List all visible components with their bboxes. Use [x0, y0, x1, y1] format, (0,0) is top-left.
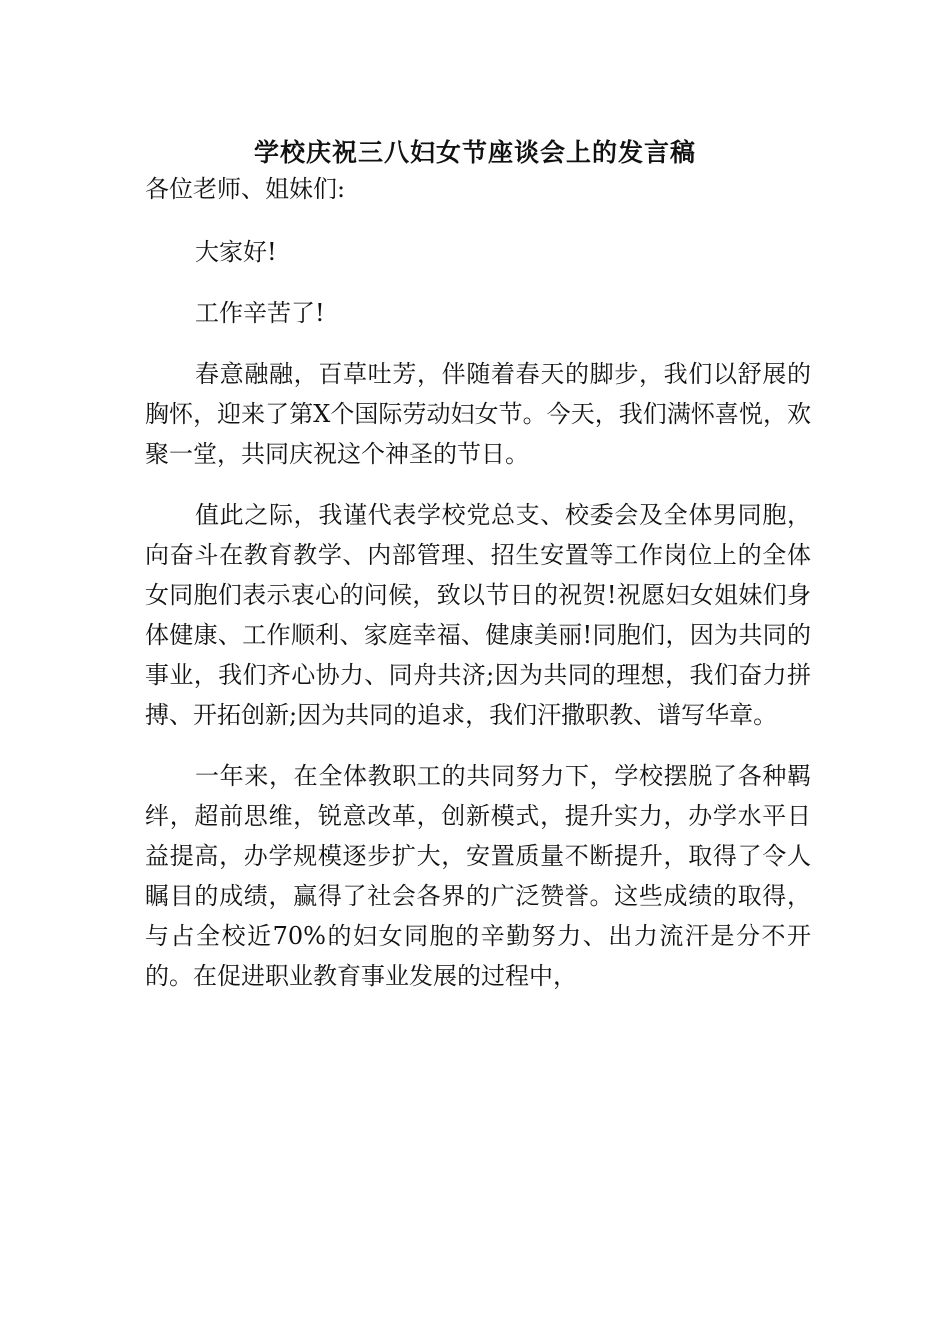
paragraph-achievements: 一年来，在全体教职工的共同努力下，学校摆脱了各种羁绊，超前思维，锐意改革，创新模式，提升实力，办学水平日益提高，办学规模逐步扩大，安置质量不断提升，取得了令人瞩目的成绩，赢得了社会各界的广泛赞誉。这些成绩的取得，与占全校近70%的妇女同胞的辛勤努力、出力流汗是分不开的。在促进职业教育事业发展的过程中，	[145, 762, 811, 990]
paragraph-thanks: 工作辛苦了!	[195, 299, 325, 327]
paragraph-regards: 值此之际，我谨代表学校党总支、校委会及全体男同胞，向奋斗在教育教学、内部管理、招生安置等工作岗位上的全体女同胞们表示衷心的问候，致以节日的祝贺!祝愿妇女姐妹们身体健康、工作顺利、家庭幸福、健康美丽!同胞们，因为共同的事业，我们齐心协力、同舟共济;因为共同的理想，我们奋力拼搏、开拓创新;因为共同的追求，我们汗撒职教、谱写华章。	[145, 501, 811, 729]
paragraph-greeting: 大家好!	[195, 238, 277, 266]
paragraph-spring: 春意融融，百草吐芳，伴随着春天的脚步，我们以舒展的胸怀，迎来了第X个国际劳动妇女节。今天，我们满怀喜悦，欢聚一堂，共同庆祝这个神圣的节日。	[145, 360, 811, 468]
salutation: 各位老师、姐妹们:	[145, 175, 346, 203]
document-body	[145, 169, 811, 1017]
document-title: 学校庆祝三八妇女节座谈会上的发言稿	[253, 138, 696, 167]
